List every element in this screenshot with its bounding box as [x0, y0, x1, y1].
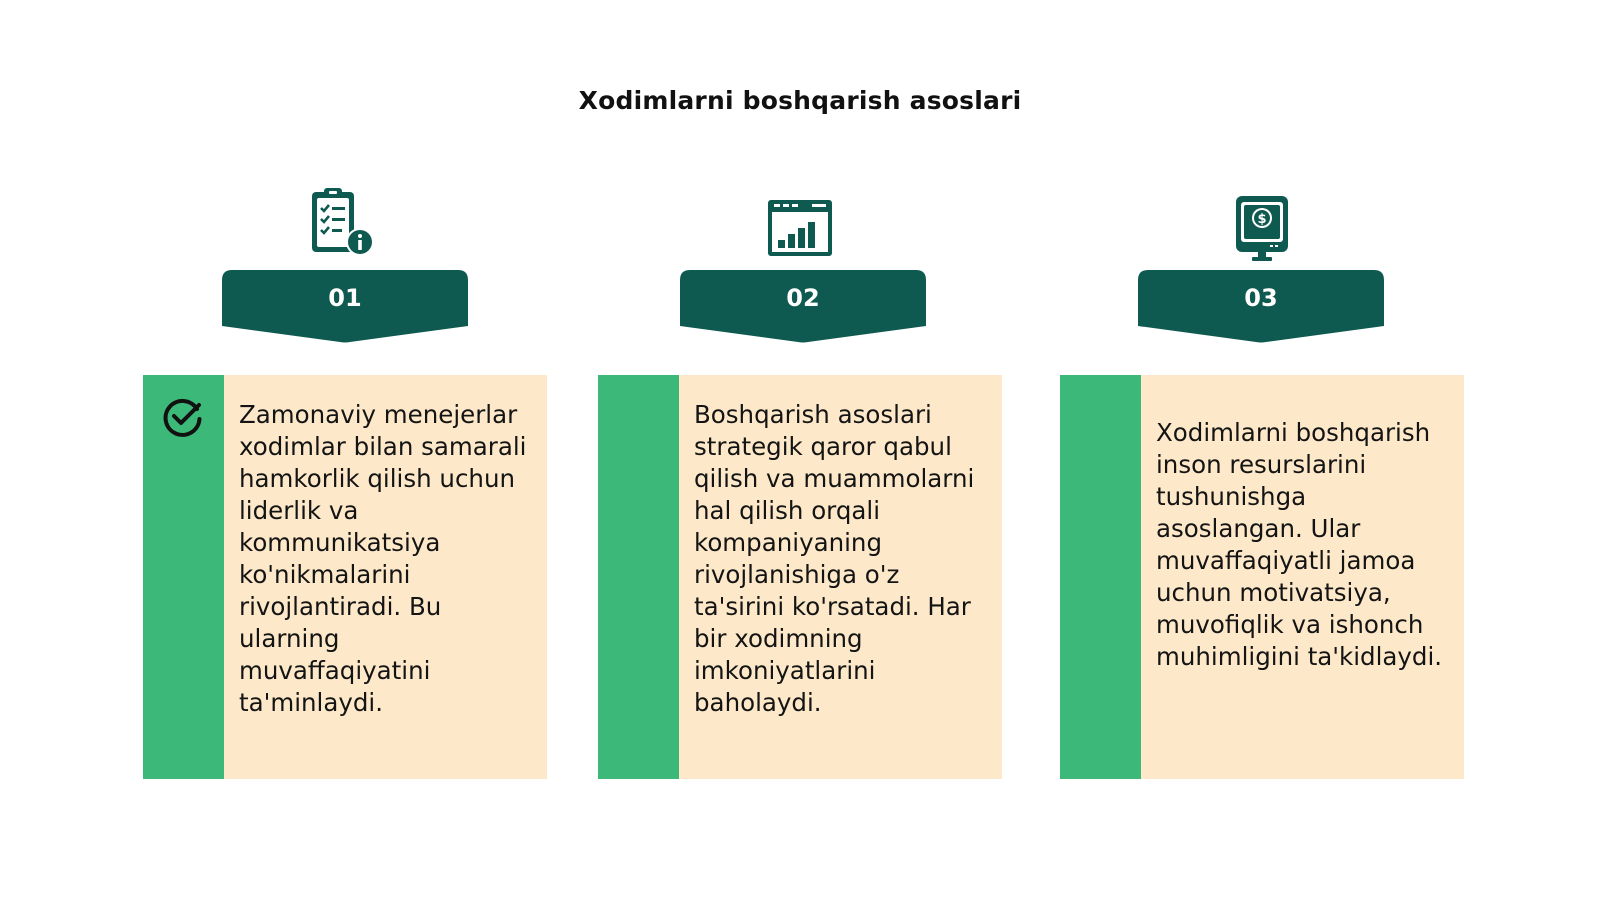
step-number-tag — [680, 266, 926, 348]
step-card — [1060, 375, 1464, 779]
step-card — [598, 375, 1002, 779]
analytics-dashboard-icon — [764, 194, 836, 266]
step-card — [143, 375, 547, 779]
card-accent-bar — [598, 375, 679, 779]
page-title: Xodimlarni boshqarish asoslari — [578, 86, 1022, 115]
step-description: Boshqarish asoslari strategik qaror qabul qilish va muammolarni hal qilish orqali kompaniyaning rivojlanishiga o'z ta'sirini ko'rsatadi. Har bir xodimning imkoniyatlarini baholaydi. — [694, 400, 975, 717]
checklist-info-icon — [308, 186, 380, 258]
card-accent-bar — [143, 375, 224, 779]
step-number: 01 — [328, 284, 362, 312]
svg-text:$: $ — [1257, 212, 1267, 227]
step-number-tag — [222, 266, 468, 348]
step-number: 03 — [1244, 284, 1278, 312]
card-accent-bar — [1060, 375, 1141, 779]
step-description: Zamonaviy menejerlar xodimlar bilan samarali hamkorlik qilish uchun liderlik va kommunikatsiya ko'nikmalarini rivojlantiradi. Bu ularning muvaffaqiyatini ta'minlaydi. — [239, 400, 527, 717]
step-number-tag — [1138, 266, 1384, 348]
check-circle-icon — [161, 395, 205, 439]
step-number: 02 — [786, 284, 820, 312]
step-description: Xodimlarni boshqarish inson resurslarini tushunishga asoslangan. Ular muvaffaqiyatli jamoa uchun motivatsiya, muvofiqlik va ishonch muhimligini ta'kidlaydi. — [1156, 418, 1443, 671]
money-monitor-icon — [1226, 194, 1298, 266]
